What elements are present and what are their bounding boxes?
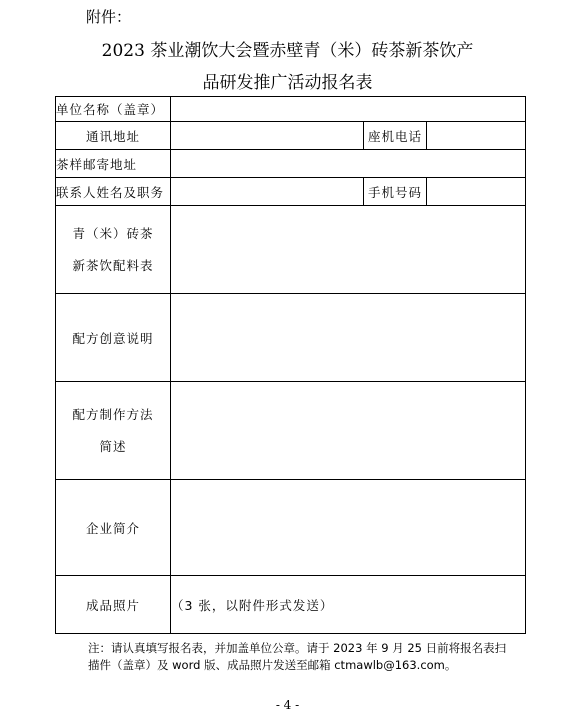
footnote-line1: 注：请认真填写报名表，并加盖单位公章。请于 2023 年 9 月 25 日前将报名表扫	[88, 641, 507, 655]
landline-label: 座机电话	[364, 122, 427, 150]
method-field[interactable]	[171, 382, 526, 480]
recipe-label-line1: 青（米）砖茶	[72, 225, 154, 241]
row-intro	[56, 480, 526, 576]
registration-form-table	[55, 96, 526, 634]
form-title-line1: 2023 茶业潮饮大会暨赤壁青（米）砖茶新茶饮产	[101, 41, 474, 61]
idea-label: 配方创意说明	[56, 294, 171, 382]
row-address	[56, 122, 526, 150]
address-field[interactable]	[171, 122, 364, 150]
sample-address-field[interactable]	[171, 150, 526, 178]
footnote	[88, 640, 518, 674]
mobile-label: 手机号码	[364, 178, 427, 206]
sample-address-label: 茶样邮寄地址	[56, 150, 171, 178]
method-label-line2: 简述	[99, 438, 127, 454]
attachment-label: 附件：	[86, 8, 132, 26]
method-label-line1: 配方制作方法	[72, 406, 154, 422]
landline-field[interactable]	[427, 122, 526, 150]
recipe-label-line2: 新茶饮配料表	[72, 257, 154, 273]
mobile-field[interactable]	[427, 178, 526, 206]
page-number: - 4 -	[275, 698, 300, 712]
footnote-line2: 描件（盖章）及 word 版、成品照片发送至邮箱 ctmawlb@163.com。	[88, 658, 457, 672]
unit-name-field[interactable]	[171, 97, 526, 122]
contact-field[interactable]	[171, 178, 364, 206]
form-title-line2: 品研发推广活动报名表	[202, 73, 373, 93]
row-photos	[56, 576, 526, 634]
address-label: 通讯地址	[56, 122, 171, 150]
row-method	[56, 382, 526, 480]
idea-field[interactable]	[171, 294, 526, 382]
unit-name-label: 单位名称（盖章）	[56, 97, 171, 122]
row-idea	[56, 294, 526, 382]
intro-field[interactable]	[171, 480, 526, 576]
recipe-label	[56, 206, 171, 294]
intro-label: 企业简介	[56, 480, 171, 576]
row-contact	[56, 178, 526, 206]
row-sample-address	[56, 150, 526, 178]
row-unit-name	[56, 97, 526, 122]
contact-label: 联系人姓名及职务	[56, 178, 171, 206]
recipe-field[interactable]	[171, 206, 526, 294]
row-recipe	[56, 206, 526, 294]
photos-label: 成品照片	[56, 576, 171, 634]
photos-note[interactable]: （3 张，以附件形式发送）	[171, 576, 526, 634]
method-label	[56, 382, 171, 480]
